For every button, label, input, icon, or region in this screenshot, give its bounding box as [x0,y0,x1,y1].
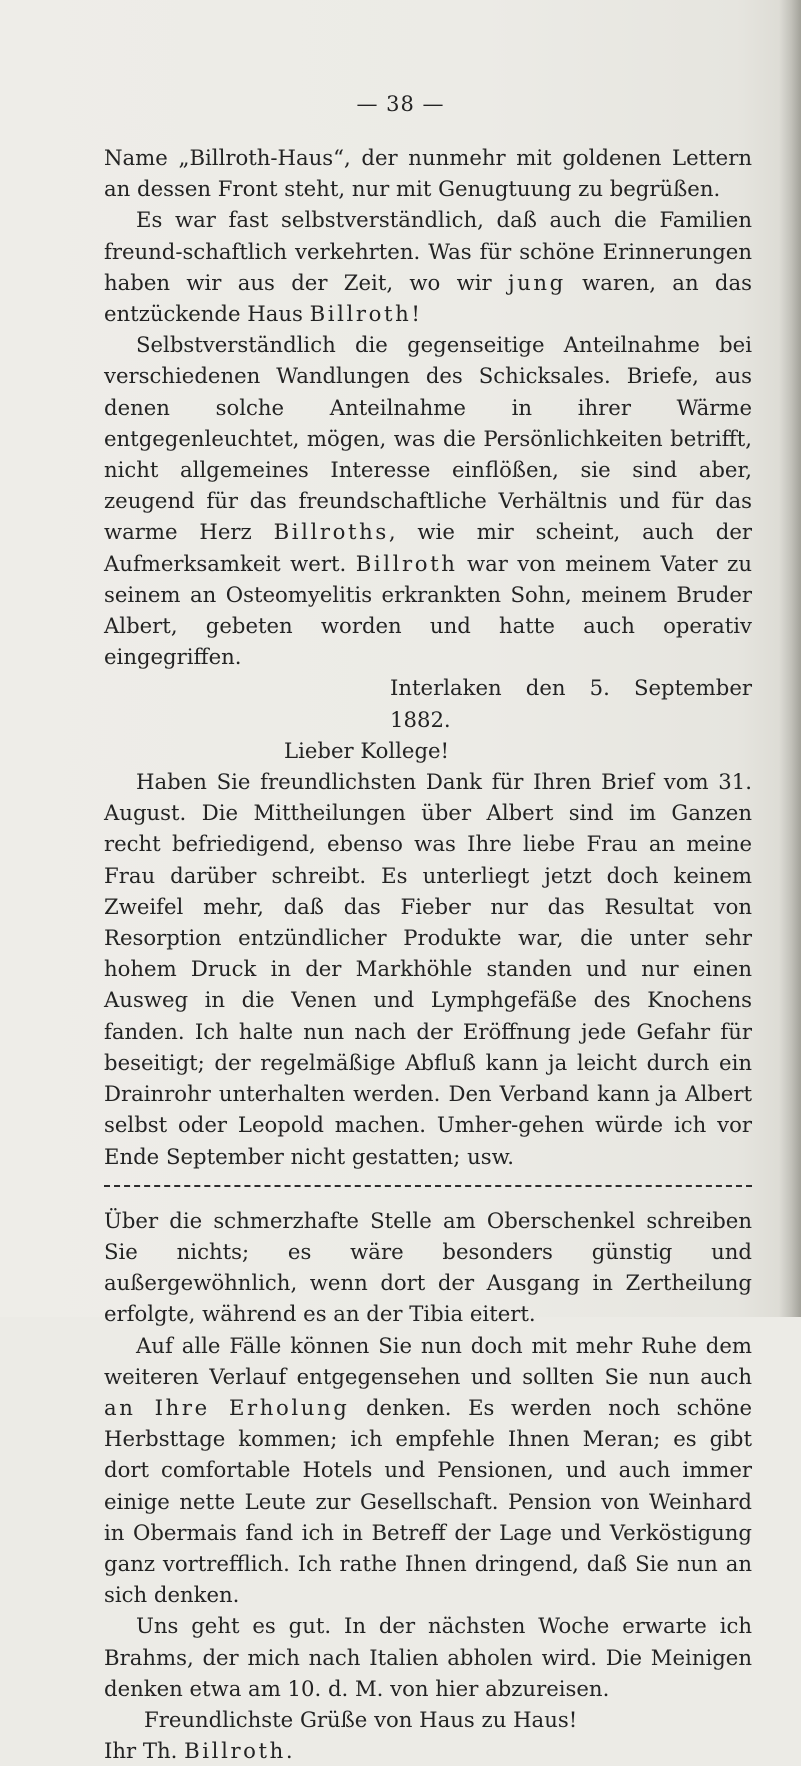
page-number: — 38 — [356,92,445,116]
letter-closing: Freundlichste Grüße von Haus zu Haus! [144,1706,578,1732]
text-body [104,142,752,1766]
intro-p2-end: ! [411,301,420,327]
intro-p2-mid: waren, an das entzückende Haus [104,269,752,327]
letter-p3-spaced: an Ihre Erholung [104,1394,350,1420]
signature-prefix: Ihr Th. [104,1738,185,1764]
letter-signature [104,1735,752,1766]
omission-dash-line [104,1185,752,1191]
intro-paragraph-3 [104,329,752,672]
letter-paragraph-4: Uns geht es gut. In der nächsten Woche erwarte ich Brahms, der mich nach Italien abholen wird. Die Meinigen denken etwa am 10. d. M. von hier abzureisen. [104,1613,752,1701]
intro-p2-spaced-word: jung [508,269,566,295]
letter-paragraph-3 [104,1330,752,1611]
intro-paragraph-1: Name „Billroth-Haus“, der nunmehr mit goldenen Lettern an dessen Front steht, nur mit Genugtuung zu begrüßen. [104,145,752,202]
intro-p3-end: war von meinem Vater zu seinem an Osteomyelitis erkrankten Sohn, meinem Bruder Albert, gebeten worden und hatte auch operativ eingegriffen. [104,550,752,670]
letter-place-date: Interlaken den 5. September 1882. [390,675,752,732]
intro-p2-start: Es war fast selbstverständlich, daß auch die Familien freund-schaftlich verkehrten. Was für schöne Erinnerungen haben wir aus der Zeit, wo wir [104,207,752,295]
intro-paragraph-2 [104,204,752,329]
letter-salutation: Lieber Kollege! [284,737,450,763]
intro-p3-start: Selbstverständlich die gegenseitige Anteilnahme bei verschiedenen Wandlungen des Schicksales. Briefe, aus denen solche Anteilnahme in ihrer Wärme entgegenleuchtet, mögen, was die Persönlichkeiten betrifft, nicht allgemeines Interesse einflößen, sie sind aber, zeugend für das freundschaftliche Verhältnis und für das warme Herz [104,332,752,545]
intro-p3-mid: , wie mir scheint, auch der Aufmerksamkeit wert. [104,519,752,576]
intro-p3-name-1: Billroths [273,519,389,545]
letter-p3-start: Auf alle Fälle können Sie nun doch mit mehr Ruhe dem weiteren Verlauf entgegensehen und sollten Sie nun auch [104,1332,752,1389]
letter-paragraph-1: Haben Sie freundlichsten Dank für Ihren Brief vom 31. August. Die Mittheilungen über Albert sind im Ganzen recht befriedigend, ebenso was Ihre liebe Frau an meine Frau darüber schreibt. Es unterliegt jetzt doch keinem Zweifel mehr, daß das Fieber nur das Resultat von Resorption entzündlicher Produkte war, die unter sehr hohem Druck in der Markhöhle standen und nur einen Ausweg in die Venen und Lymphgefäße des Knochens fanden. Ich halte nun nach der Eröffnung jede Gefahr für beseitigt; der regelmäßige Abfluß kann ja leicht durch ein Drainrohr unterhalten werden. Den Verband kann ja Albert selbst oder Leopold machen. Umher-gehen würde ich vor Ende September nicht gestatten; usw. [104,769,752,1169]
signature-name: Billroth. [184,1738,296,1764]
intro-p3-name-2: Billroth [355,550,458,576]
letter-p3-end: denken. Es werden noch schöne Herbsttage kommen; ich empfehle Ihnen Meran; es gibt dort comfortable Hotels und Pensionen, und auch immer einige nette Leute zur Gesellschaft. Pension von Weinhard in Obermais fand ich in Betreff der Lage und Verköstigung ganz vortrefflich. Ich rathe Ihnen dringend, daß Sie nun an sich denken. [104,1394,753,1608]
intro-p2-name: Billroth [309,301,412,327]
letter-paragraph-2: Über die schmerzhafte Stelle am Oberschenkel schreiben Sie nichts; es wäre besonders günstig und außergewöhnlich, wenn dort der Ausgang in Zertheilung erfolgte, während es an der Tibia eitert. [104,1207,752,1327]
page-edge-shadow [779,0,801,1317]
